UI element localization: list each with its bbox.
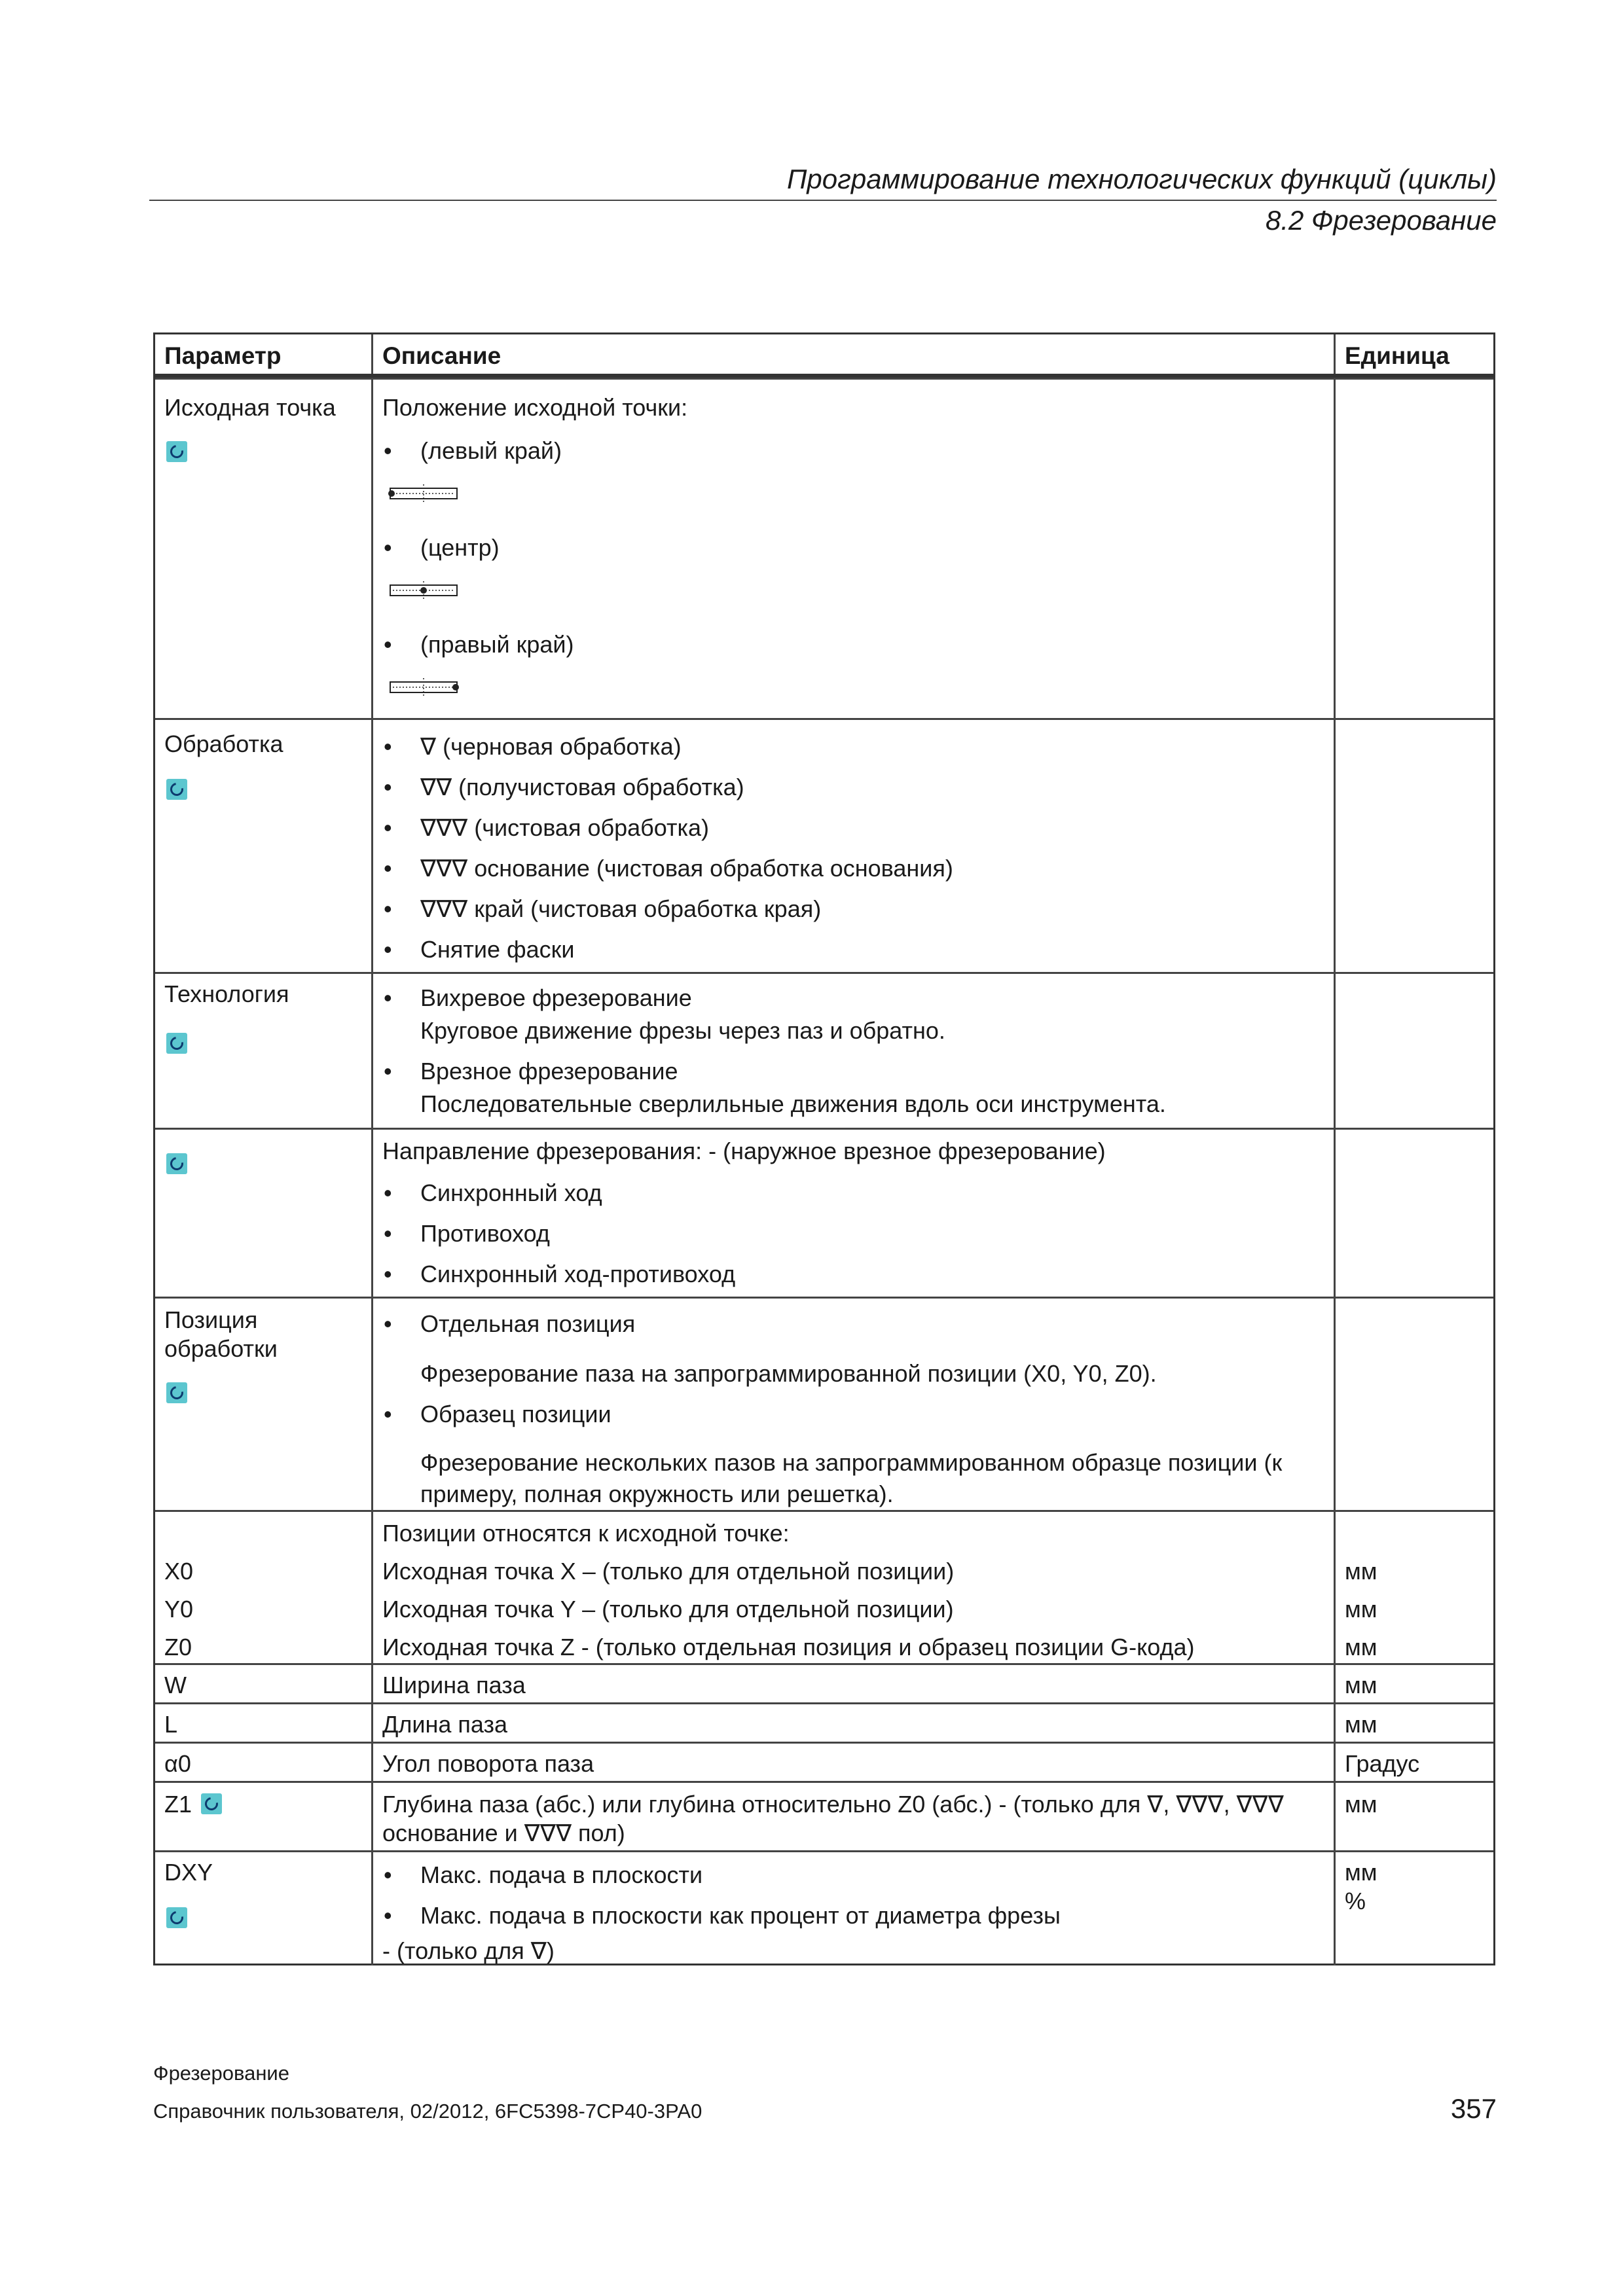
table-row bbox=[155, 718, 1493, 972]
footer-topic: Фрезерование bbox=[153, 2062, 289, 2085]
list-item-title: • Отдельная позиция bbox=[420, 1310, 635, 1338]
description-intro: Положение исходной точки: bbox=[382, 394, 688, 421]
parameter-table bbox=[153, 332, 1495, 1965]
unit: мм bbox=[1345, 1634, 1377, 1660]
table-row bbox=[155, 378, 1493, 718]
table-row bbox=[155, 1850, 1493, 1965]
right-edge-position-icon bbox=[388, 678, 460, 696]
list-item: • ∇∇ (получистовая обработка) bbox=[420, 774, 744, 801]
header-rule bbox=[149, 200, 1497, 201]
description: Исходная точка Z - (только отдельная позиция и образец позиции G-кода) bbox=[382, 1634, 1195, 1660]
list-item-title: • Вихревое фрезерование bbox=[420, 984, 692, 1012]
description: Угол поворота паза bbox=[382, 1750, 594, 1777]
list-item: • (центр) bbox=[420, 534, 500, 562]
description: основание и ∇∇∇ пол) bbox=[382, 1820, 625, 1846]
list-item: • Синхронный ход-противоход bbox=[420, 1261, 735, 1288]
left-edge-position-icon bbox=[388, 484, 460, 503]
header-param: Параметр bbox=[155, 334, 373, 374]
cycle-toggle-icon[interactable] bbox=[166, 1907, 187, 1928]
table-row bbox=[155, 1781, 1493, 1850]
param-name: Y0 bbox=[164, 1596, 194, 1623]
param-name-line2: обработки bbox=[164, 1335, 278, 1362]
center-position-icon bbox=[388, 581, 460, 600]
unit: Градус bbox=[1345, 1750, 1420, 1777]
section-title: 8.2 Фрезерование bbox=[1265, 205, 1497, 236]
table-row bbox=[155, 1702, 1493, 1742]
list-item: • Синхронный ход bbox=[420, 1179, 602, 1207]
list-item: • ∇∇∇ (чистовая обработка) bbox=[420, 814, 709, 842]
table-row bbox=[155, 1297, 1493, 1510]
param-name: Обработка bbox=[164, 730, 283, 757]
table-row bbox=[155, 972, 1493, 1128]
description-intro: Направление фрезерования: - (наружное врезное фрезерование) bbox=[382, 1138, 1106, 1164]
description: Исходная точка Y – (только для отдельной позиции) bbox=[382, 1596, 954, 1623]
description-note: - (только для ∇) bbox=[382, 1937, 555, 1964]
unit: мм bbox=[1345, 1558, 1377, 1585]
unit: мм bbox=[1345, 1672, 1377, 1698]
param-name: X0 bbox=[164, 1558, 194, 1585]
description-intro: Позиции относятся к исходной точке: bbox=[382, 1520, 790, 1547]
description: Ширина паза bbox=[382, 1672, 526, 1698]
table-row bbox=[155, 1742, 1493, 1781]
header-description: Описание bbox=[373, 334, 1336, 374]
page-number: 357 bbox=[1450, 2093, 1497, 2124]
cycle-toggle-icon[interactable] bbox=[166, 1382, 187, 1403]
table-row bbox=[155, 1128, 1493, 1297]
cycle-toggle-icon[interactable] bbox=[166, 1033, 187, 1054]
param-name: Технология bbox=[164, 980, 289, 1007]
param-name: DXY bbox=[164, 1859, 213, 1886]
table-header-row bbox=[155, 334, 1493, 378]
unit: мм bbox=[1345, 1596, 1377, 1623]
table-row bbox=[155, 1510, 1493, 1663]
unit: мм bbox=[1345, 1859, 1377, 1886]
chapter-title: Программирование технологических функций (циклы) bbox=[786, 164, 1497, 194]
list-item-text: примеру, полная окружность или решетка). bbox=[420, 1480, 894, 1507]
list-item-text: Круговое движение фрезы через паз и обратно. bbox=[420, 1017, 945, 1044]
table-row bbox=[155, 1663, 1493, 1702]
list-item: • ∇ (черновая обработка) bbox=[420, 733, 682, 761]
list-item: • ∇∇∇ край (чистовая обработка края) bbox=[420, 895, 821, 923]
list-item: • Макс. подача в плоскости bbox=[420, 1861, 702, 1889]
cycle-toggle-icon[interactable] bbox=[166, 779, 187, 800]
list-item: • Противоход bbox=[420, 1220, 550, 1247]
list-item-text: Последовательные сверлильные движения вдоль оси инструмента. bbox=[420, 1090, 1166, 1117]
cycle-toggle-icon[interactable] bbox=[201, 1793, 222, 1814]
param-name: α0 bbox=[164, 1750, 191, 1777]
list-item: • Макс. подача в плоскости как процент от диаметра фрезы bbox=[420, 1902, 1061, 1929]
param-name: Z0 bbox=[164, 1634, 192, 1660]
list-item: • Снятие фаски bbox=[420, 936, 575, 963]
unit: мм bbox=[1345, 1791, 1377, 1818]
list-item-title: • Образец позиции bbox=[420, 1401, 611, 1428]
list-item-text: Фрезерование паза на запрограммированной позиции (X0, Y0, Z0). bbox=[420, 1360, 1157, 1387]
list-item-text: Фрезерование нескольких пазов на запрограммированном образце позиции (к bbox=[420, 1449, 1283, 1476]
header-unit: Единица bbox=[1345, 342, 1450, 369]
description: Глубина паза (абс.) или глубина относительно Z0 (абс.) - (только для ∇, ∇∇∇, ∇∇∇ bbox=[382, 1791, 1284, 1818]
description: Длина паза bbox=[382, 1711, 508, 1738]
list-item: • (правый край) bbox=[420, 631, 574, 658]
list-item-title: • Врезное фрезерование bbox=[420, 1058, 678, 1085]
param-name-line1: Позиция bbox=[164, 1306, 258, 1333]
param-name: L bbox=[164, 1711, 178, 1738]
cycle-toggle-icon[interactable] bbox=[166, 1153, 187, 1174]
param-name: Исходная точка bbox=[164, 394, 336, 421]
param-name: W bbox=[164, 1672, 187, 1698]
unit: мм bbox=[1345, 1711, 1377, 1738]
list-item: • (левый край) bbox=[420, 437, 562, 465]
param-name: Z1 bbox=[164, 1791, 192, 1818]
footer-manual-reference: Справочник пользователя, 02/2012, 6FC5398-7CP40-3PA0 bbox=[153, 2100, 702, 2123]
unit: % bbox=[1345, 1888, 1366, 1914]
cycle-toggle-icon[interactable] bbox=[166, 441, 187, 462]
description: Исходная точка X – (только для отдельной позиции) bbox=[382, 1558, 955, 1585]
list-item: • ∇∇∇ основание (чистовая обработка основания) bbox=[420, 855, 953, 882]
